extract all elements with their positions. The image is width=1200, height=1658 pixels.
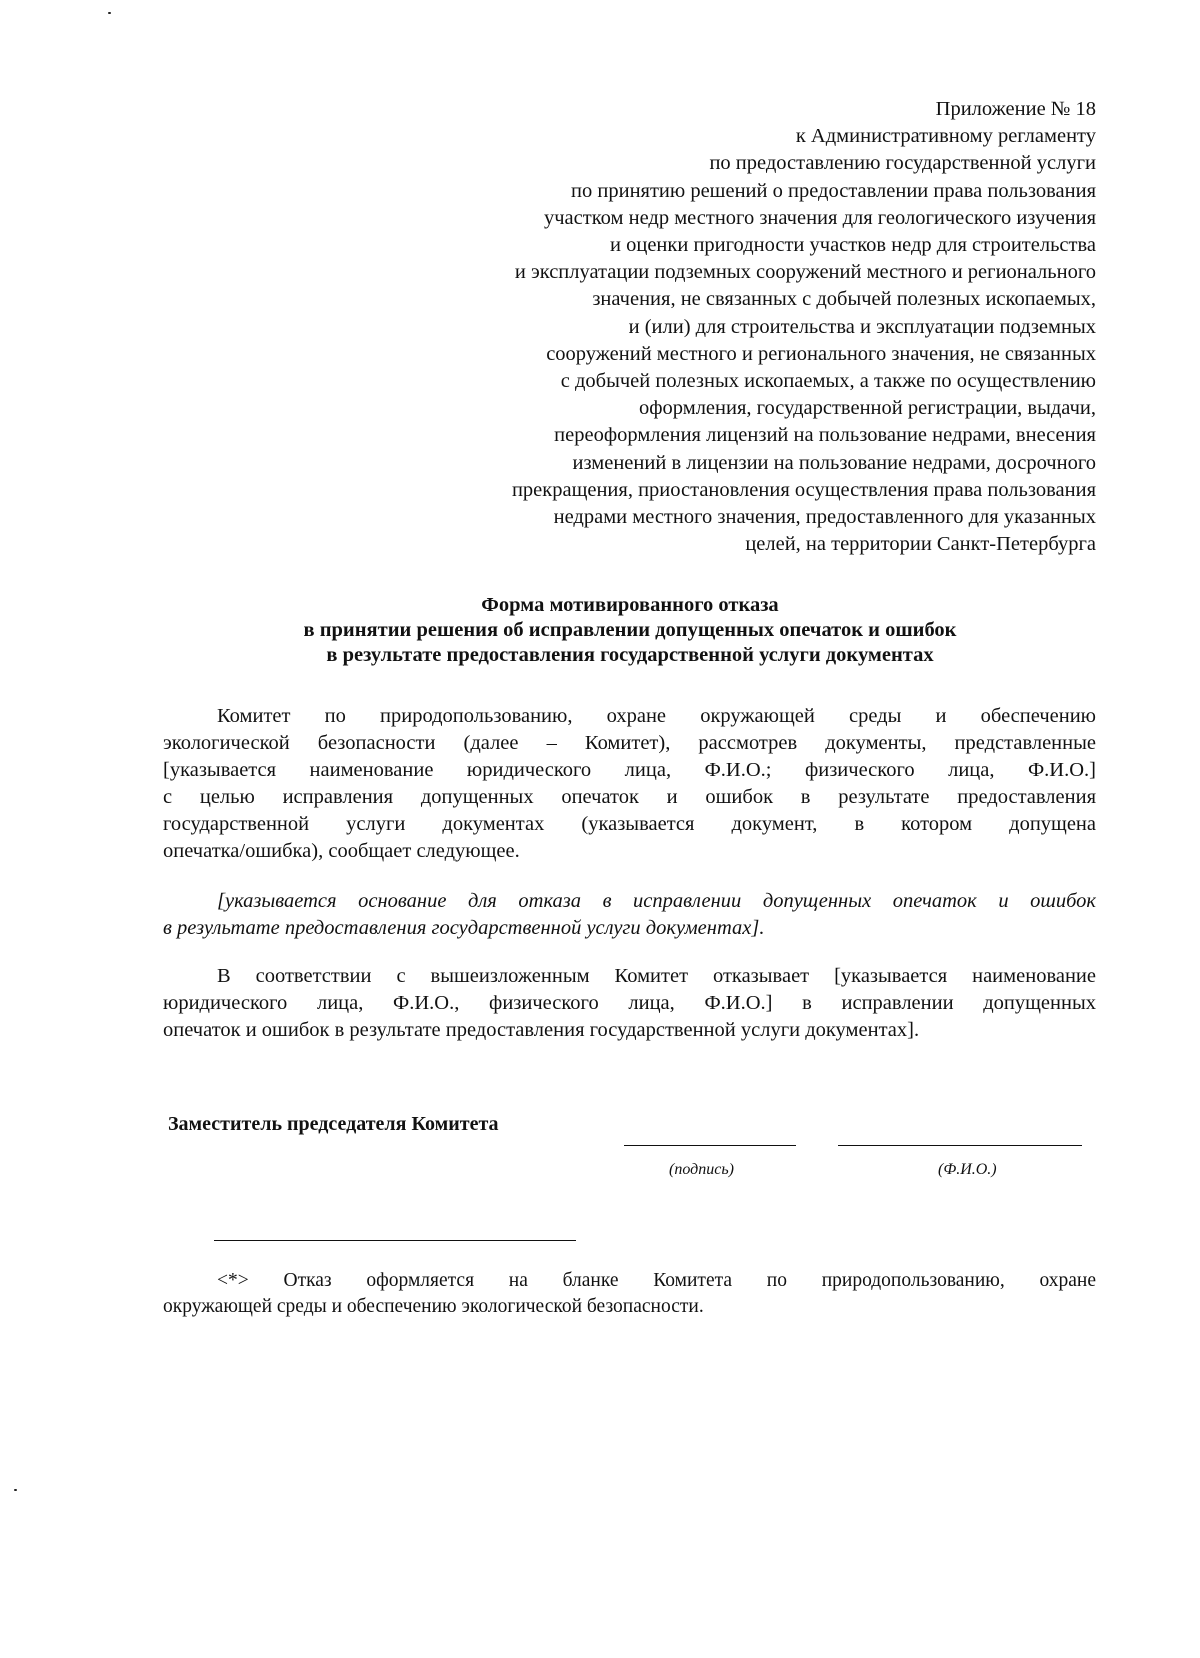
paragraph-line: экологической безопасности (далее – Комитет), рассмотрев документы, представленные bbox=[163, 732, 1096, 754]
paragraph-refusal-grounds bbox=[163, 888, 1096, 942]
signer-title: Заместитель председателя Комитета bbox=[168, 1113, 499, 1135]
paragraph-line: в результате предоставления государственной услуги документах]. bbox=[163, 917, 765, 939]
footnote-divider bbox=[214, 1240, 576, 1241]
form-title-line: Форма мотивированного отказа bbox=[481, 594, 779, 616]
appendix-line: значения, не связанных с добычей полезных ископаемых, bbox=[592, 288, 1096, 311]
appendix-line: с добычей полезных ископаемых, а также по осуществлению bbox=[560, 370, 1096, 393]
paragraph-line: Комитет по природопользованию, охране окружающей среды и обеспечению bbox=[217, 705, 1096, 727]
appendix-header bbox=[336, 96, 1096, 558]
paragraph-line: юридического лица, Ф.И.О., физического лица, Ф.И.О.] в исправлении допущенных bbox=[163, 992, 1096, 1014]
appendix-line: сооружений местного и регионального значения, не связанных bbox=[546, 342, 1096, 365]
footnote-line: окружающей среды и обеспечению экологической безопасности. bbox=[163, 1296, 704, 1317]
paragraph-refusal-decision bbox=[163, 963, 1096, 1044]
form-title-line: в результате предоставления государственной услуги документах bbox=[326, 644, 934, 666]
appendix-line: по принятию решений о предоставлении права пользования bbox=[571, 179, 1096, 202]
paragraph-line: с целью исправления допущенных опечаток и ошибок в результате предоставления bbox=[163, 786, 1096, 808]
appendix-line: участком недр местного значения для геологического изучения bbox=[544, 206, 1096, 229]
signature-line bbox=[624, 1145, 796, 1146]
appendix-line: прекращения, приостановления осуществления права пользования bbox=[511, 478, 1096, 501]
appendix-line: переоформления лицензий на пользование недрами, внесения bbox=[554, 424, 1096, 447]
appendix-line: оформления, государственной регистрации, выдачи, bbox=[639, 397, 1096, 420]
appendix-line: по предоставлению государственной услуги bbox=[709, 152, 1096, 175]
signature-caption: (подпись) bbox=[669, 1161, 734, 1178]
fio-caption: (Ф.И.О.) bbox=[938, 1161, 997, 1178]
footnote-line: <*> Отказ оформляется на бланке Комитета по природопользованию, охране bbox=[217, 1270, 1096, 1291]
scan-speck bbox=[14, 1489, 17, 1491]
paragraph-line: опечаток и ошибок в результате предоставления государственной услуги документах]. bbox=[163, 1019, 920, 1041]
paragraph-committee-review bbox=[163, 703, 1096, 865]
paragraph-line: [указывается основание для отказа в исправлении допущенных опечаток и ошибок bbox=[217, 890, 1096, 912]
paragraph-line: опечатка/ошибка), сообщает следующее. bbox=[163, 840, 520, 862]
appendix-line: и (или) для строительства и эксплуатации подземных bbox=[628, 315, 1096, 338]
appendix-line: изменений в лицензии на пользование недрами, досрочного bbox=[572, 451, 1096, 474]
scan-speck bbox=[108, 12, 111, 14]
appendix-line: Приложение № 18 bbox=[935, 98, 1096, 120]
paragraph-line: В соответствии с вышеизложенным Комитет отказывает [указывается наименование bbox=[217, 965, 1096, 987]
fio-line bbox=[838, 1145, 1082, 1146]
appendix-line: к Административному регламенту bbox=[795, 125, 1096, 148]
footnote bbox=[163, 1268, 1096, 1320]
paragraph-line: государственной услуги документах (указывается документ, в котором допущена bbox=[163, 813, 1096, 835]
appendix-line: и оценки пригодности участков недр для строительства bbox=[610, 234, 1096, 257]
form-title-line: в принятии решения об исправлении допущенных опечаток и ошибок bbox=[303, 619, 957, 641]
paragraph-line: [указывается наименование юридического лица, Ф.И.О.; физического лица, Ф.И.О.] bbox=[163, 759, 1096, 781]
appendix-line: недрами местного значения, предоставленного для указанных bbox=[553, 506, 1096, 529]
appendix-line: целей, на территории Санкт-Петербурга bbox=[745, 533, 1096, 556]
form-title bbox=[160, 593, 1100, 668]
appendix-line: и эксплуатации подземных сооружений местного и регионального bbox=[514, 261, 1096, 284]
